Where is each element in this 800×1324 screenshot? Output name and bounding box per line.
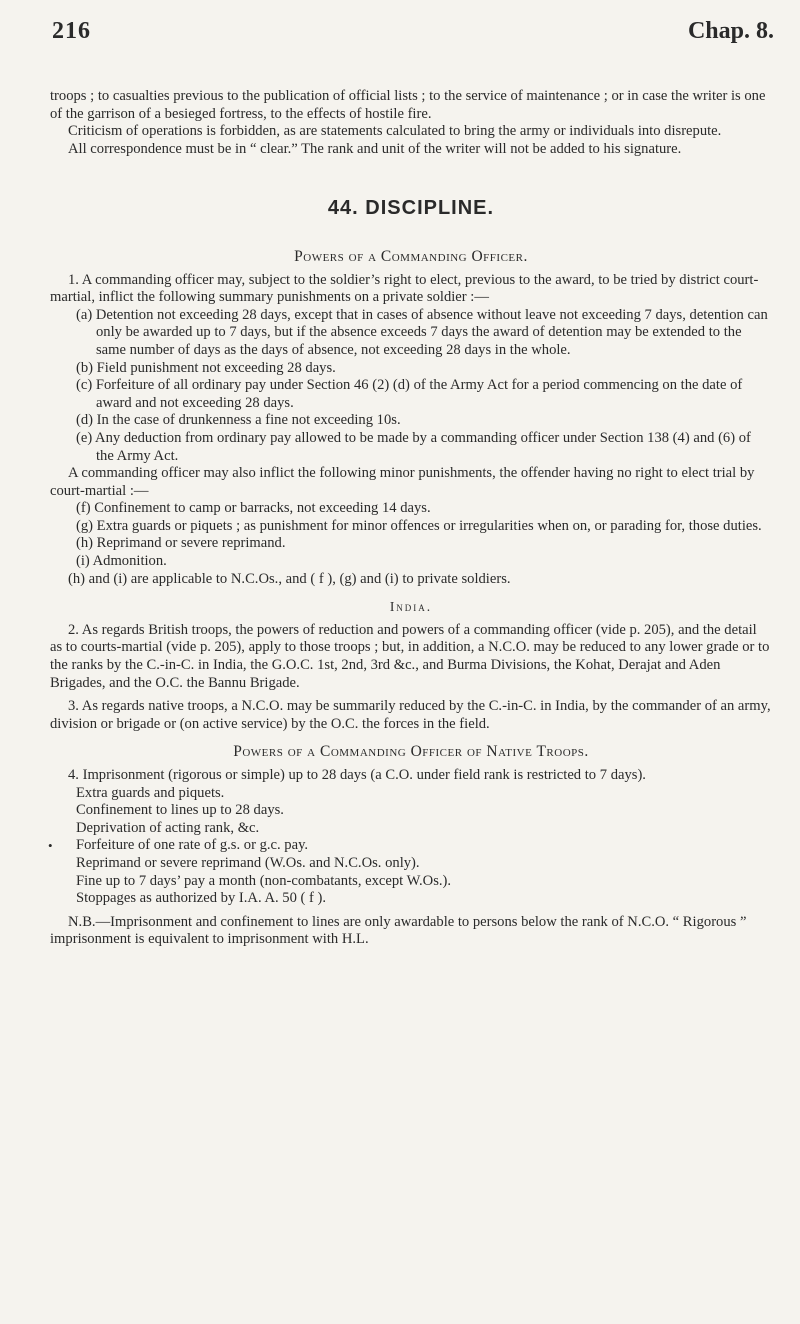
subhead-commanding-officer: Powers of a Commanding Officer. [294, 247, 528, 265]
list-item: Reprimand or severe reprimand (W.Os. and N.C.Os. only). [76, 854, 420, 871]
page-number: 216 [52, 18, 91, 44]
list-item: Fine up to 7 days’ pay a month (non-combatants, except W.Os.). [76, 872, 452, 889]
paragraph-1b: A commanding officer may also inflict the following minor punishments, the offender having no right to elect trial by court-martial :— [50, 465, 755, 499]
list-item: (d) In the case of drunkenness a fine not exceeding 10s. [76, 412, 401, 429]
list-item: (f) Confinement to camp or barracks, not exceeding 14 days. [76, 500, 431, 517]
list-item: • Forfeiture of one rate of g.s. or g.c. pay. [50, 837, 772, 855]
note-paragraph: N.B.—Imprisonment and confinement to lines are only awardable to persons below the rank of N.C.O. “ Rigorous ” imprisonment is equivalent to imprisonment with H.L. [50, 913, 747, 948]
subhead-india: India. [389, 599, 433, 615]
section-title: 44. DISCIPLINE. [327, 197, 495, 220]
intro-paragraph: Criticism of operations is forbidden, as are statements calculated to bring the army or individuals into disrepute. [68, 123, 722, 140]
list-item: (h) Reprimand or severe reprimand. [76, 535, 286, 552]
list-item: (e) Any deduction from ordinary pay allowed to be made by a commanding officer under Section 138 (4) and (6) of the Army Act. [76, 429, 751, 464]
page-body [50, 88, 772, 949]
list-item: (b) Field punishment not exceeding 28 days. [76, 359, 336, 376]
paragraph-4: 4. Imprisonment (rigorous or simple) up to 28 days (a C.O. under field rank is restricted to 7 days). [68, 767, 646, 783]
paragraph-3: 3. As regards native troops, a N.C.O. may be summarily reduced by the C.-in-C. in India, by the commander of an army, division or brigade or (on active service) by the O.C. the forces in the field. [50, 698, 771, 732]
list-item: Confinement to lines up to 28 days. [76, 802, 284, 819]
list-item: (c) Forfeiture of all ordinary pay under Section 46 (2) (d) of the Army Act for a period commencing on the date of award and not exceeding 28 days. [76, 377, 743, 411]
list-item: (a) Detention not exceeding 28 days, except that in cases of absence without leave not exceeding 7 days, detention can only be awarded up to 7 days, but if the absence exceeds 7 days the award of detention may be extended to the same number of days as the days of absence, not exceeding 28 days in the whole. [76, 306, 768, 358]
list-item: (i) Admonition. [76, 553, 167, 570]
list-item: Extra guards and piquets. [76, 784, 225, 801]
paragraph-1c: (h) and (i) are applicable to N.C.Os., and ( f ), (g) and (i) to private soldiers. [68, 570, 511, 587]
list-item: Deprivation of acting rank, &c. [76, 819, 260, 836]
subhead-native-troops: Powers of a Commanding Officer of Native Troops. [233, 743, 589, 761]
chapter-label: Chap. 8. [687, 18, 774, 44]
paragraph-2: 2. As regards British troops, the powers of reduction and powers of a commanding officer (vide p. 205), and the detail as to courts-martial (vide p. 205), apply to those troops ; but, in addition, a N.C.O. may be reduced to any lower grade or to the ranks by the C.-in-C. in India, the G.O.C. 1st, 2nd, 3rd &c., and Burma Divisions, the Kohat, Derajat and Aden Brigades, and the O.C. the Bannu Brigade. [50, 621, 770, 691]
paragraph-1: 1. A commanding officer may, subject to the soldier’s right to elect, previous to the award, to be tried by district court-martial, inflict the following summary punishments on a private soldier :— [50, 271, 759, 306]
list-item: Stoppages as authorized by I.A. A. 50 ( f ). [76, 890, 327, 907]
intro-paragraph: troops ; to casualties previous to the publication of official lists ; to the service of maintenance ; or in case the writer is one of the garrison of a besieged fortress, to the effects of hostile fire. [50, 88, 766, 122]
intro-paragraph: All correspondence must be in “ clear.” The rank and unit of the writer will not be added to his signature. [68, 140, 682, 157]
list-item: (g) Extra guards or piquets ; as punishment for minor offences or irregularities when on, or parading for, those duties. [76, 517, 762, 534]
